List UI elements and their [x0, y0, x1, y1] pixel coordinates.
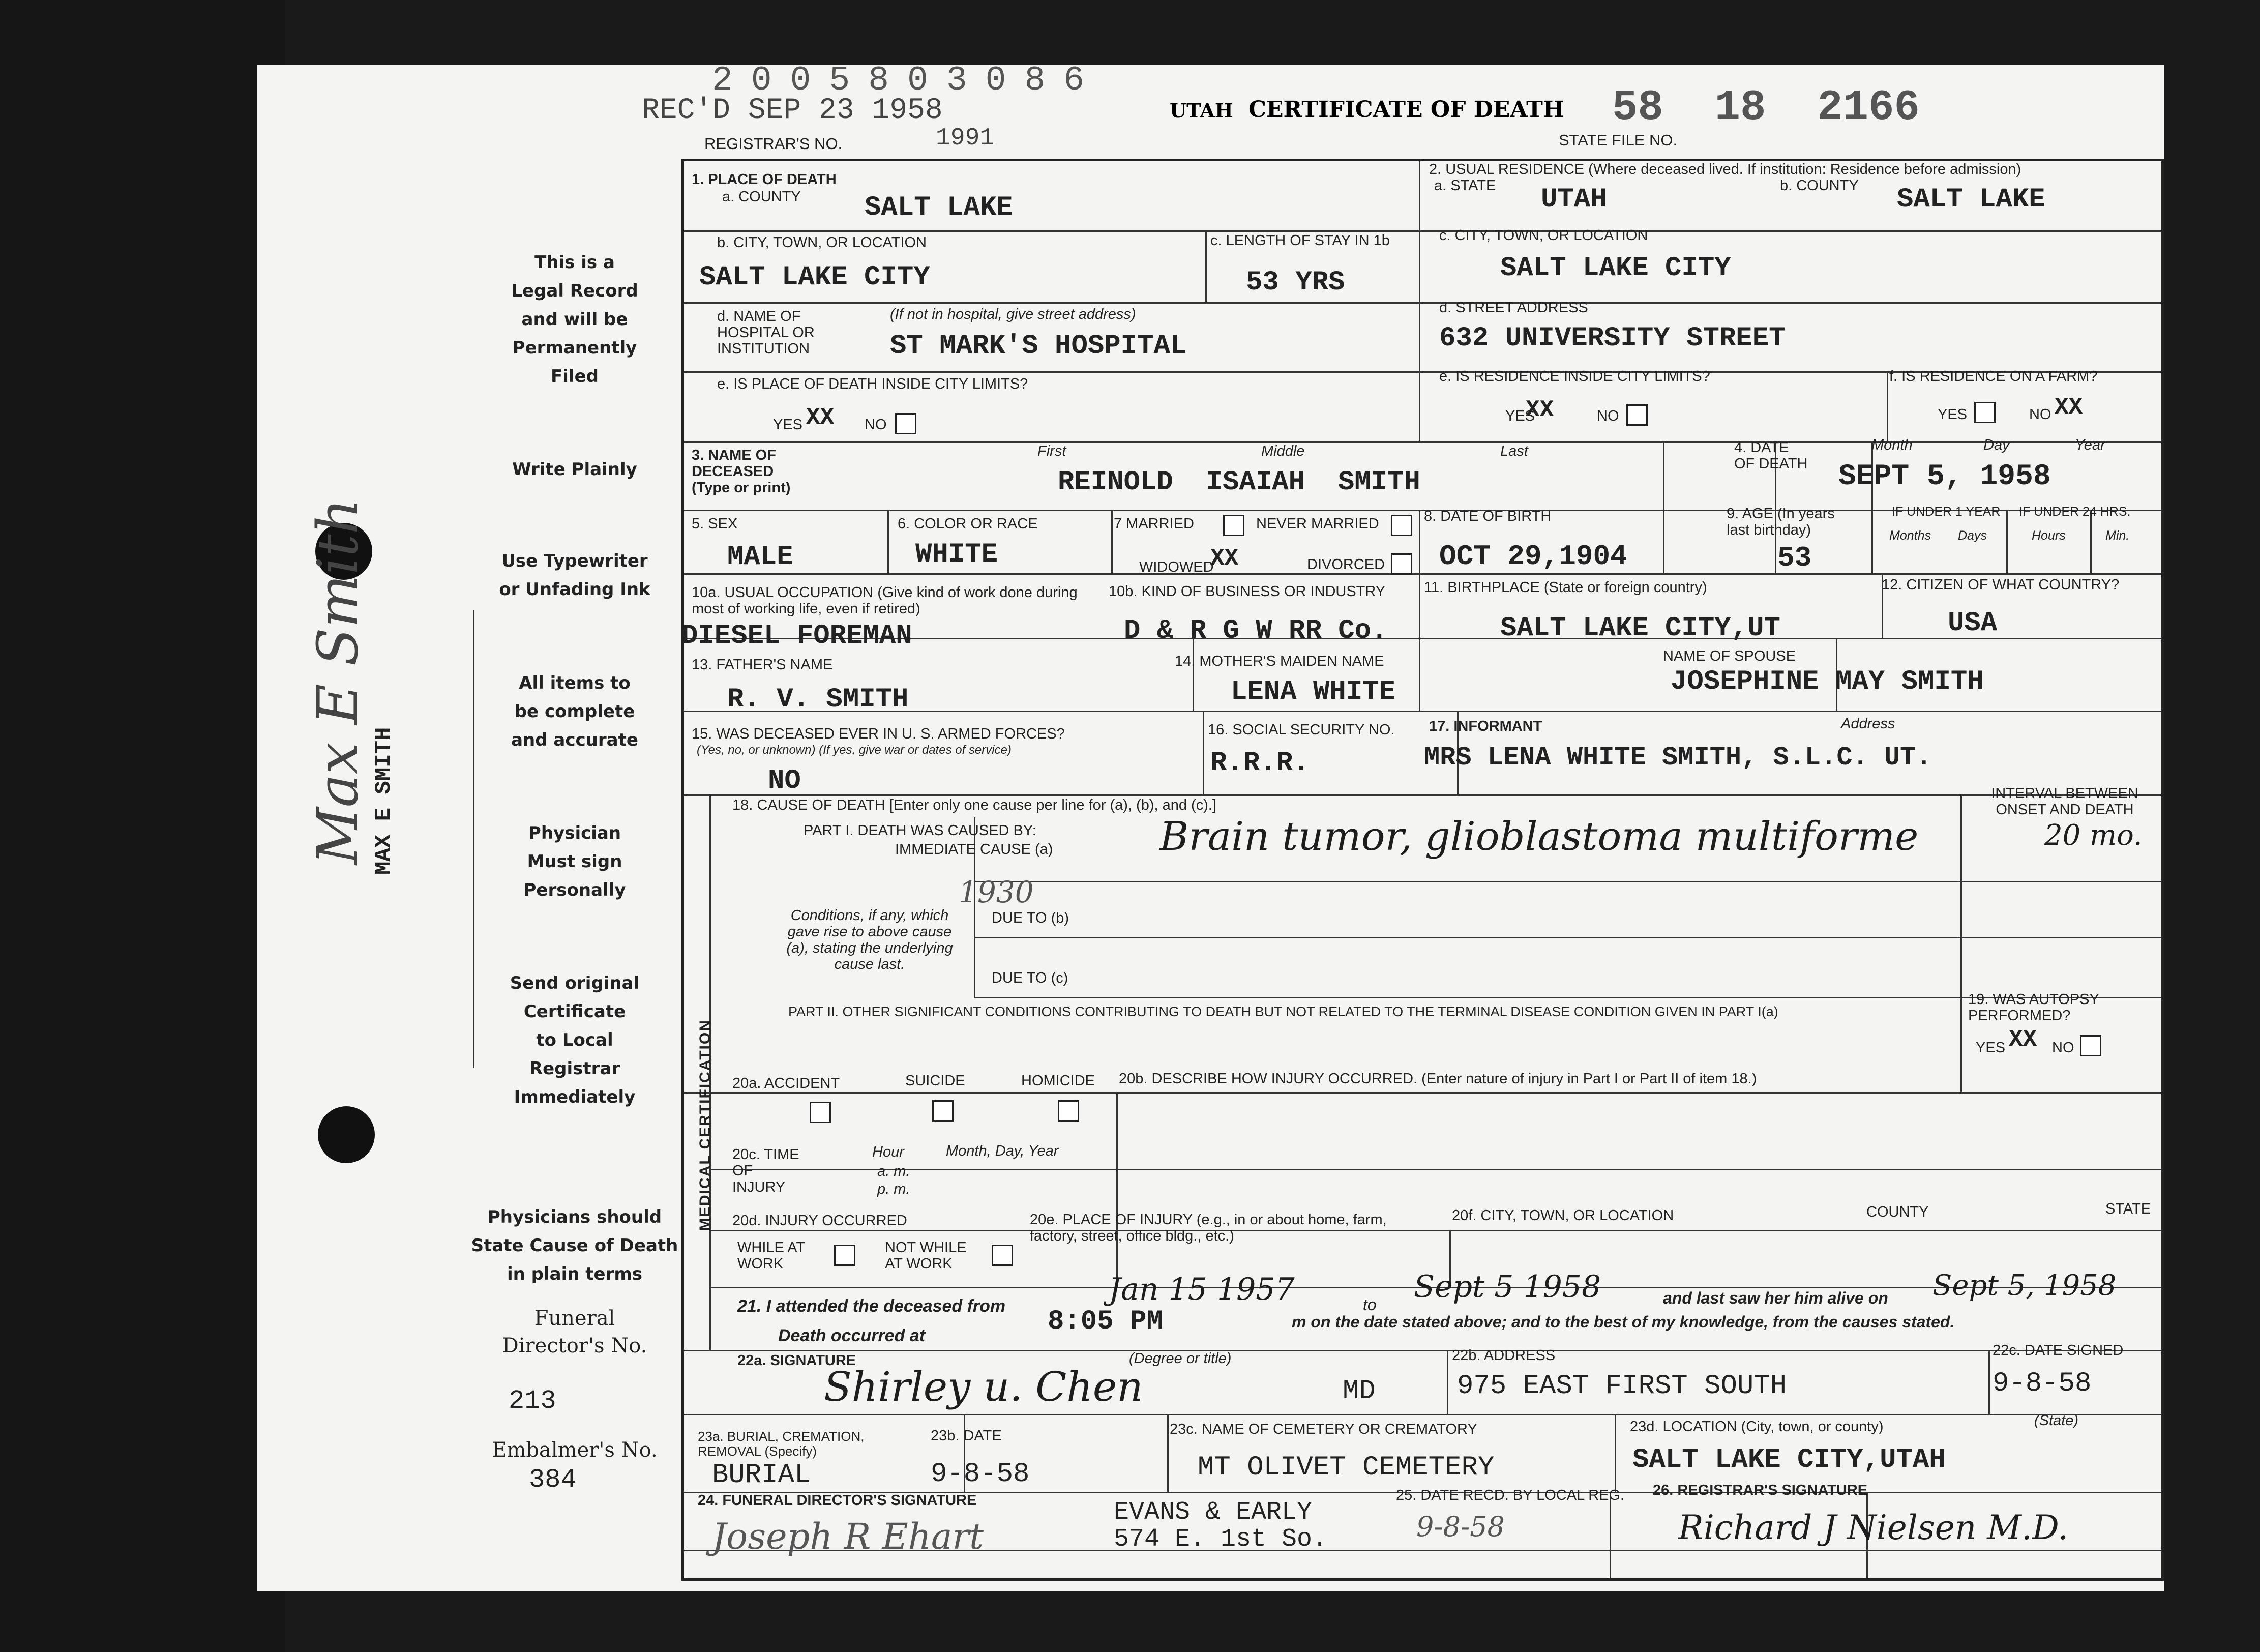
checkbox[interactable] — [810, 1102, 831, 1123]
hospital-note: (If not in hospital, give street address) — [890, 306, 1136, 322]
immediate-cause[interactable]: Brain tumor, glioblastoma multiforme — [1159, 814, 1919, 860]
citizen[interactable]: USA — [1948, 608, 1998, 639]
no-label: NO — [2029, 406, 2051, 423]
checkbox[interactable] — [1974, 402, 1996, 423]
race-label: 6. COLOR OR RACE — [898, 516, 1038, 532]
physician-sign-note: Physician Must sign Personally — [523, 823, 626, 901]
location-label: 23d. LOCATION (City, town, or county) — [1630, 1419, 1884, 1435]
statement-text: m on the date stated above; and to the best of my knowledge, from the causes stated. — [1292, 1313, 1955, 1331]
form-title: CERTIFICATE OF DEATH — [1248, 97, 1564, 123]
signature-label: 22a. SIGNATURE — [737, 1352, 856, 1369]
part1-label: PART I. DEATH WAS CAUSED BY: — [804, 822, 1036, 839]
checkbox[interactable] — [992, 1245, 1013, 1266]
legal-record-note: This is a Legal Record and will be Permanently Filed — [511, 252, 638, 387]
dob-label: 8. DATE OF BIRTH — [1424, 508, 1552, 524]
business[interactable]: D & R G W RR Co. — [1124, 615, 1388, 646]
while-at-work-label: WHILE AT WORK — [737, 1240, 805, 1272]
suicide-label: SUICIDE — [905, 1073, 965, 1089]
hours-label: Hours — [2032, 528, 2066, 543]
death-county[interactable]: SALT LAKE — [865, 192, 1013, 223]
physician-signature[interactable]: Shirley u. Chen — [824, 1363, 1143, 1410]
middle-label: Middle — [1261, 443, 1305, 459]
sex[interactable]: MALE — [727, 542, 793, 573]
registrar-no-label: REGISTRAR'S NO. — [704, 135, 843, 153]
burial-method[interactable]: BURIAL — [712, 1460, 811, 1491]
injury-state-label: STATE — [2105, 1201, 2151, 1217]
mother-label: 14. MOTHER'S MAIDEN NAME — [1175, 653, 1384, 669]
physician-address-label: 22b. ADDRESS — [1452, 1347, 1556, 1364]
inside-city-label: e. IS PLACE OF DEATH INSIDE CITY LIMITS? — [717, 376, 1028, 392]
vertical-typed-name: MAX E SMITH — [371, 727, 397, 875]
res-city[interactable]: SALT LAKE CITY — [1500, 253, 1731, 284]
autopsy-mark[interactable]: XX — [2009, 1026, 2037, 1053]
part2-label: PART II. OTHER SIGNIFICANT CONDITIONS CONTRIBUTING TO DEATH BUT NOT RELATED TO THE TERMINAL DISEASE CONDITION GIVEN IN PART I(a) — [788, 1004, 1778, 1019]
res-street[interactable]: 632 UNIVERSITY STREET — [1439, 323, 1786, 354]
divorced-label: DIVORCED — [1307, 556, 1385, 573]
side-signature: Max E Smith — [305, 498, 370, 865]
write-plainly-note: Write Plainly — [512, 459, 637, 480]
burial-date[interactable]: 9-8-58 — [931, 1459, 1030, 1490]
race[interactable]: WHITE — [915, 539, 998, 570]
social-security[interactable]: R.R.R. — [1210, 748, 1310, 779]
yes-label: YES — [1976, 1040, 2006, 1056]
farm-label: f. IS RESIDENCE ON A FARM? — [1889, 368, 2098, 385]
death-occurred-label: Death occurred at — [778, 1326, 926, 1345]
funeral-home-address[interactable]: 574 E. 1st So. — [1114, 1525, 1328, 1554]
res-state[interactable]: UTAH — [1541, 184, 1607, 215]
res-county[interactable]: SALT LAKE — [1897, 184, 2045, 215]
state-file-label: STATE FILE NO. — [1559, 131, 1678, 149]
injury-city-label: 20f. CITY, TOWN, OR LOCATION — [1452, 1207, 1674, 1224]
first-label: First — [1037, 443, 1066, 459]
not-while-at-work-label: NOT WHILE AT WORK — [885, 1240, 967, 1272]
funeral-director-label: Funeral Director's No. — [502, 1307, 647, 1358]
checkbox[interactable] — [834, 1245, 855, 1266]
occupation[interactable]: DIESEL FOREMAN — [681, 621, 912, 652]
armed-forces-note: (Yes, no, or unknown) (If yes, give war or dates of service) — [697, 743, 1012, 757]
checkbox[interactable] — [2080, 1035, 2101, 1056]
date-of-death[interactable]: SEPT 5, 1958 — [1838, 460, 2051, 493]
date-recd[interactable]: 9-8-58 — [1416, 1511, 1505, 1543]
never-married-label: NEVER MARRIED — [1256, 516, 1379, 532]
interval-label: INTERVAL BETWEEN ONSET AND DEATH — [1991, 785, 2138, 818]
county-label: a. COUNTY — [722, 189, 801, 205]
location-state-label: (State) — [2034, 1412, 2079, 1429]
date-of-death-label: 4. DATE OF DEATH — [1734, 439, 1808, 472]
last-saw-label: and last saw her him alive on — [1663, 1289, 1888, 1307]
attended-from[interactable]: Jan 15 1957 — [1109, 1272, 1295, 1307]
sex-label: 5. SEX — [692, 516, 738, 532]
year-label: Year — [2075, 437, 2105, 453]
days-label: Days — [1958, 528, 1987, 543]
homicide-label: HOMICIDE — [1021, 1073, 1095, 1089]
embalmer-label: Embalmer's No. — [492, 1438, 658, 1462]
medical-certification-label: MEDICAL CERTIFICATION — [697, 1019, 713, 1231]
stay-label: c. LENGTH OF STAY IN 1b — [1210, 232, 1390, 249]
mother[interactable]: LENA WHITE — [1231, 676, 1396, 707]
widowed-label: WIDOWED — [1139, 559, 1214, 575]
due-to-b-label: DUE TO (b) — [992, 910, 1069, 926]
checkbox[interactable] — [1391, 553, 1412, 575]
yes-label: YES — [1505, 408, 1535, 424]
no-label: NO — [865, 417, 887, 433]
father-label: 13. FATHER'S NAME — [692, 657, 833, 673]
months-label: Months — [1889, 528, 1931, 543]
inside-city-mark[interactable]: XX — [806, 404, 835, 431]
farm-mark[interactable]: XX — [2055, 394, 2083, 421]
hospital-name[interactable]: ST MARK'S HOSPITAL — [890, 331, 1187, 362]
cemetery-label: 23c. NAME OF CEMETERY OR CREMATORY — [1170, 1421, 1477, 1437]
attended-label: 21. I attended the deceased from — [737, 1296, 1006, 1316]
last-label: Last — [1500, 443, 1528, 459]
funeral-director-no: 213 — [509, 1386, 556, 1416]
address-label: Address — [1841, 716, 1895, 732]
stamp-number: 2005803086 — [712, 61, 1103, 100]
burial-label: 23a. BURIAL, CREMATION, REMOVAL (Specify) — [698, 1429, 865, 1459]
send-original-note: Send original Certificate to Local Registrar Immediately — [510, 973, 640, 1108]
hospital-label: d. NAME OF HOSPITAL OR INSTITUTION — [717, 308, 815, 357]
occupation-label: 10a. USUAL OCCUPATION (Give kind of work done during most of working life, even if retired) — [692, 584, 1078, 617]
ssn-label: 16. SOCIAL SECURITY NO. — [1208, 722, 1395, 738]
spouse-label: NAME OF SPOUSE — [1663, 648, 1796, 664]
registrar-no: 1991 — [936, 125, 995, 152]
funeral-director-signature[interactable]: Joseph R Ehart — [712, 1516, 984, 1557]
typewriter-note: Use Typewriter or Unfading Ink — [499, 551, 650, 600]
conditions-note: Conditions, if any, which gave rise to above cause (a), stating the underlying cause last. — [786, 907, 953, 972]
place-of-injury-label: 20e. PLACE OF INJURY (e.g., in or about home, farm, factory, street, office bldg., etc.) — [1030, 1212, 1387, 1244]
burial-date-label: 23b. DATE — [931, 1428, 1002, 1444]
checkbox[interactable] — [895, 413, 916, 434]
hour-label: Hour — [872, 1144, 904, 1160]
under-24-label: IF UNDER 24 HRS. — [2019, 505, 2131, 519]
date-recd-label: 25. DATE RECD. BY LOCAL REG. — [1396, 1487, 1625, 1503]
informant[interactable]: MRS LENA WHITE SMITH, S.L.C. UT. — [1424, 743, 1932, 773]
spouse[interactable]: JOSEPHINE MAY SMITH — [1671, 666, 1984, 697]
injury-county-label: COUNTY — [1866, 1204, 1929, 1220]
death-city[interactable]: SALT LAKE CITY — [699, 262, 930, 293]
cemetery[interactable]: MT OLIVET CEMETERY — [1198, 1452, 1495, 1483]
birthplace-label: 11. BIRTHPLACE (State or foreign country) — [1424, 579, 1707, 596]
under-1-label: IF UNDER 1 YEAR — [1892, 505, 2001, 519]
citizen-label: 12. CITIZEN OF WHAT COUNTRY? — [1882, 577, 2120, 593]
funeral-director-label: 24. FUNERAL DIRECTOR'S SIGNATURE — [698, 1492, 977, 1509]
min-label: Min. — [2105, 528, 2130, 543]
death-time[interactable]: 8:05 PM — [1048, 1306, 1163, 1337]
res-state-label: a. STATE — [1434, 178, 1496, 194]
due-to-c-label: DUE TO (c) — [992, 970, 1068, 986]
no-label: NO — [2052, 1040, 2074, 1056]
am-label: a. m. — [877, 1163, 910, 1179]
burial-location[interactable]: SALT LAKE CITY,UTAH — [1632, 1444, 1946, 1476]
checkbox[interactable] — [1391, 515, 1412, 536]
yes-label: YES — [773, 417, 803, 433]
city-label: b. CITY, TOWN, OR LOCATION — [717, 234, 927, 251]
business-label: 10b. KIND OF BUSINESS OR INDUSTRY — [1109, 583, 1386, 600]
attended-to[interactable]: Sept 5 1958 — [1414, 1269, 1601, 1305]
checkbox[interactable] — [1058, 1100, 1079, 1122]
immediate-cause-label: IMMEDIATE CAUSE (a) — [895, 841, 1053, 858]
injury-occurred-label: 20d. INJURY OCCURRED — [732, 1213, 907, 1229]
funeral-home[interactable]: EVANS & EARLY — [1114, 1498, 1313, 1527]
date-signed[interactable]: 9-8-58 — [1993, 1368, 2092, 1399]
checkbox[interactable] — [1626, 404, 1648, 426]
physician-degree[interactable]: MD — [1343, 1376, 1376, 1407]
month-label: Month — [1871, 437, 1913, 453]
street-label: d. STREET ADDRESS — [1439, 300, 1588, 316]
age-label: 9. AGE (In years last birthday) — [1727, 506, 1835, 538]
length-of-stay[interactable]: 53 YRS — [1246, 267, 1345, 298]
father[interactable]: R. V. SMITH — [727, 684, 909, 715]
yes-label: YES — [1938, 406, 1968, 423]
residence-label: 2. USUAL RESIDENCE (Where deceased lived. If institution: Residence before admission) — [1429, 161, 2021, 178]
date-signed-label: 22c. DATE SIGNED — [1993, 1342, 2124, 1359]
interval[interactable]: 20 mo. — [2044, 819, 2143, 852]
res-county-label: b. COUNTY — [1780, 178, 1859, 194]
autopsy-label: 19. WAS AUTOPSY PERFORMED? — [1968, 991, 2099, 1024]
cause-plain-note: Physicians should State Cause of Death in plain terms — [471, 1207, 678, 1285]
res-city-label: c. CITY, TOWN, OR LOCATION — [1439, 227, 1648, 244]
armed-forces[interactable]: NO — [768, 765, 801, 796]
registrar-sig-label: 26. REGISTRAR'S SIGNATURE — [1653, 1482, 1868, 1498]
checkbox[interactable] — [1223, 515, 1244, 536]
res-inside-mark[interactable]: XX — [1526, 397, 1554, 423]
pm-label: p. m. — [877, 1181, 910, 1197]
checkbox[interactable] — [932, 1100, 954, 1122]
describe-injury-label: 20b. DESCRIBE HOW INJURY OCCURRED. (Enter nature of injury in Part I or Part II of item 18.) — [1119, 1071, 1757, 1087]
time-of-injury-label: 20c. TIME OF INJURY — [732, 1146, 799, 1195]
married-label: 7 MARRIED — [1114, 516, 1194, 532]
place-of-death-label: 1. PLACE OF DEATH — [692, 171, 837, 188]
birthplace[interactable]: SALT LAKE CITY,UT — [1500, 613, 1780, 644]
cause-label: 18. CAUSE OF DEATH [Enter only one cause per line for (a), (b), and (c).] — [732, 797, 1216, 813]
deceased-name[interactable]: REINOLD ISAIAH SMITH — [1058, 467, 1420, 498]
date-of-birth[interactable]: OCT 29,1904 — [1439, 540, 1627, 573]
physician-address[interactable]: 975 EAST FIRST SOUTH — [1457, 1371, 1787, 1402]
complete-note: All items to be complete and accurate — [511, 673, 638, 751]
to-label: to — [1363, 1295, 1377, 1314]
degree-label: (Degree or title) — [1129, 1350, 1232, 1367]
punch-hole — [318, 1106, 375, 1163]
day-label: Day — [1983, 437, 2010, 453]
form-state: UTAH — [1170, 99, 1233, 122]
accident-label: 20a. ACCIDENT — [732, 1075, 840, 1092]
mdy-label: Month, Day, Year — [946, 1143, 1059, 1159]
age[interactable]: 53 — [1777, 542, 1812, 574]
armed-forces-label: 15. WAS DECEASED EVER IN U. S. ARMED FORCES? — [692, 726, 1065, 742]
res-inside-label: e. IS RESIDENCE INSIDE CITY LIMITS? — [1439, 368, 1710, 385]
no-label: NO — [1597, 408, 1619, 424]
last-saw-date[interactable]: Sept 5, 1958 — [1932, 1269, 2117, 1302]
widowed-mark[interactable]: XX — [1210, 545, 1239, 572]
received-stamp: REC'D SEP 23 1958 — [642, 94, 943, 127]
embalmer-no: 384 — [529, 1465, 577, 1495]
registrar-signature[interactable]: Richard J Nielsen M.D. — [1678, 1508, 2069, 1547]
year-note: 1930 — [959, 875, 1034, 909]
signature-line — [473, 610, 505, 1068]
state-file-number: 58 18 2166 — [1612, 84, 1920, 132]
deceased-name-label: 3. NAME OF DECEASED (Type or print) — [692, 447, 791, 496]
informant-label: 17. INFORMANT — [1429, 718, 1542, 734]
